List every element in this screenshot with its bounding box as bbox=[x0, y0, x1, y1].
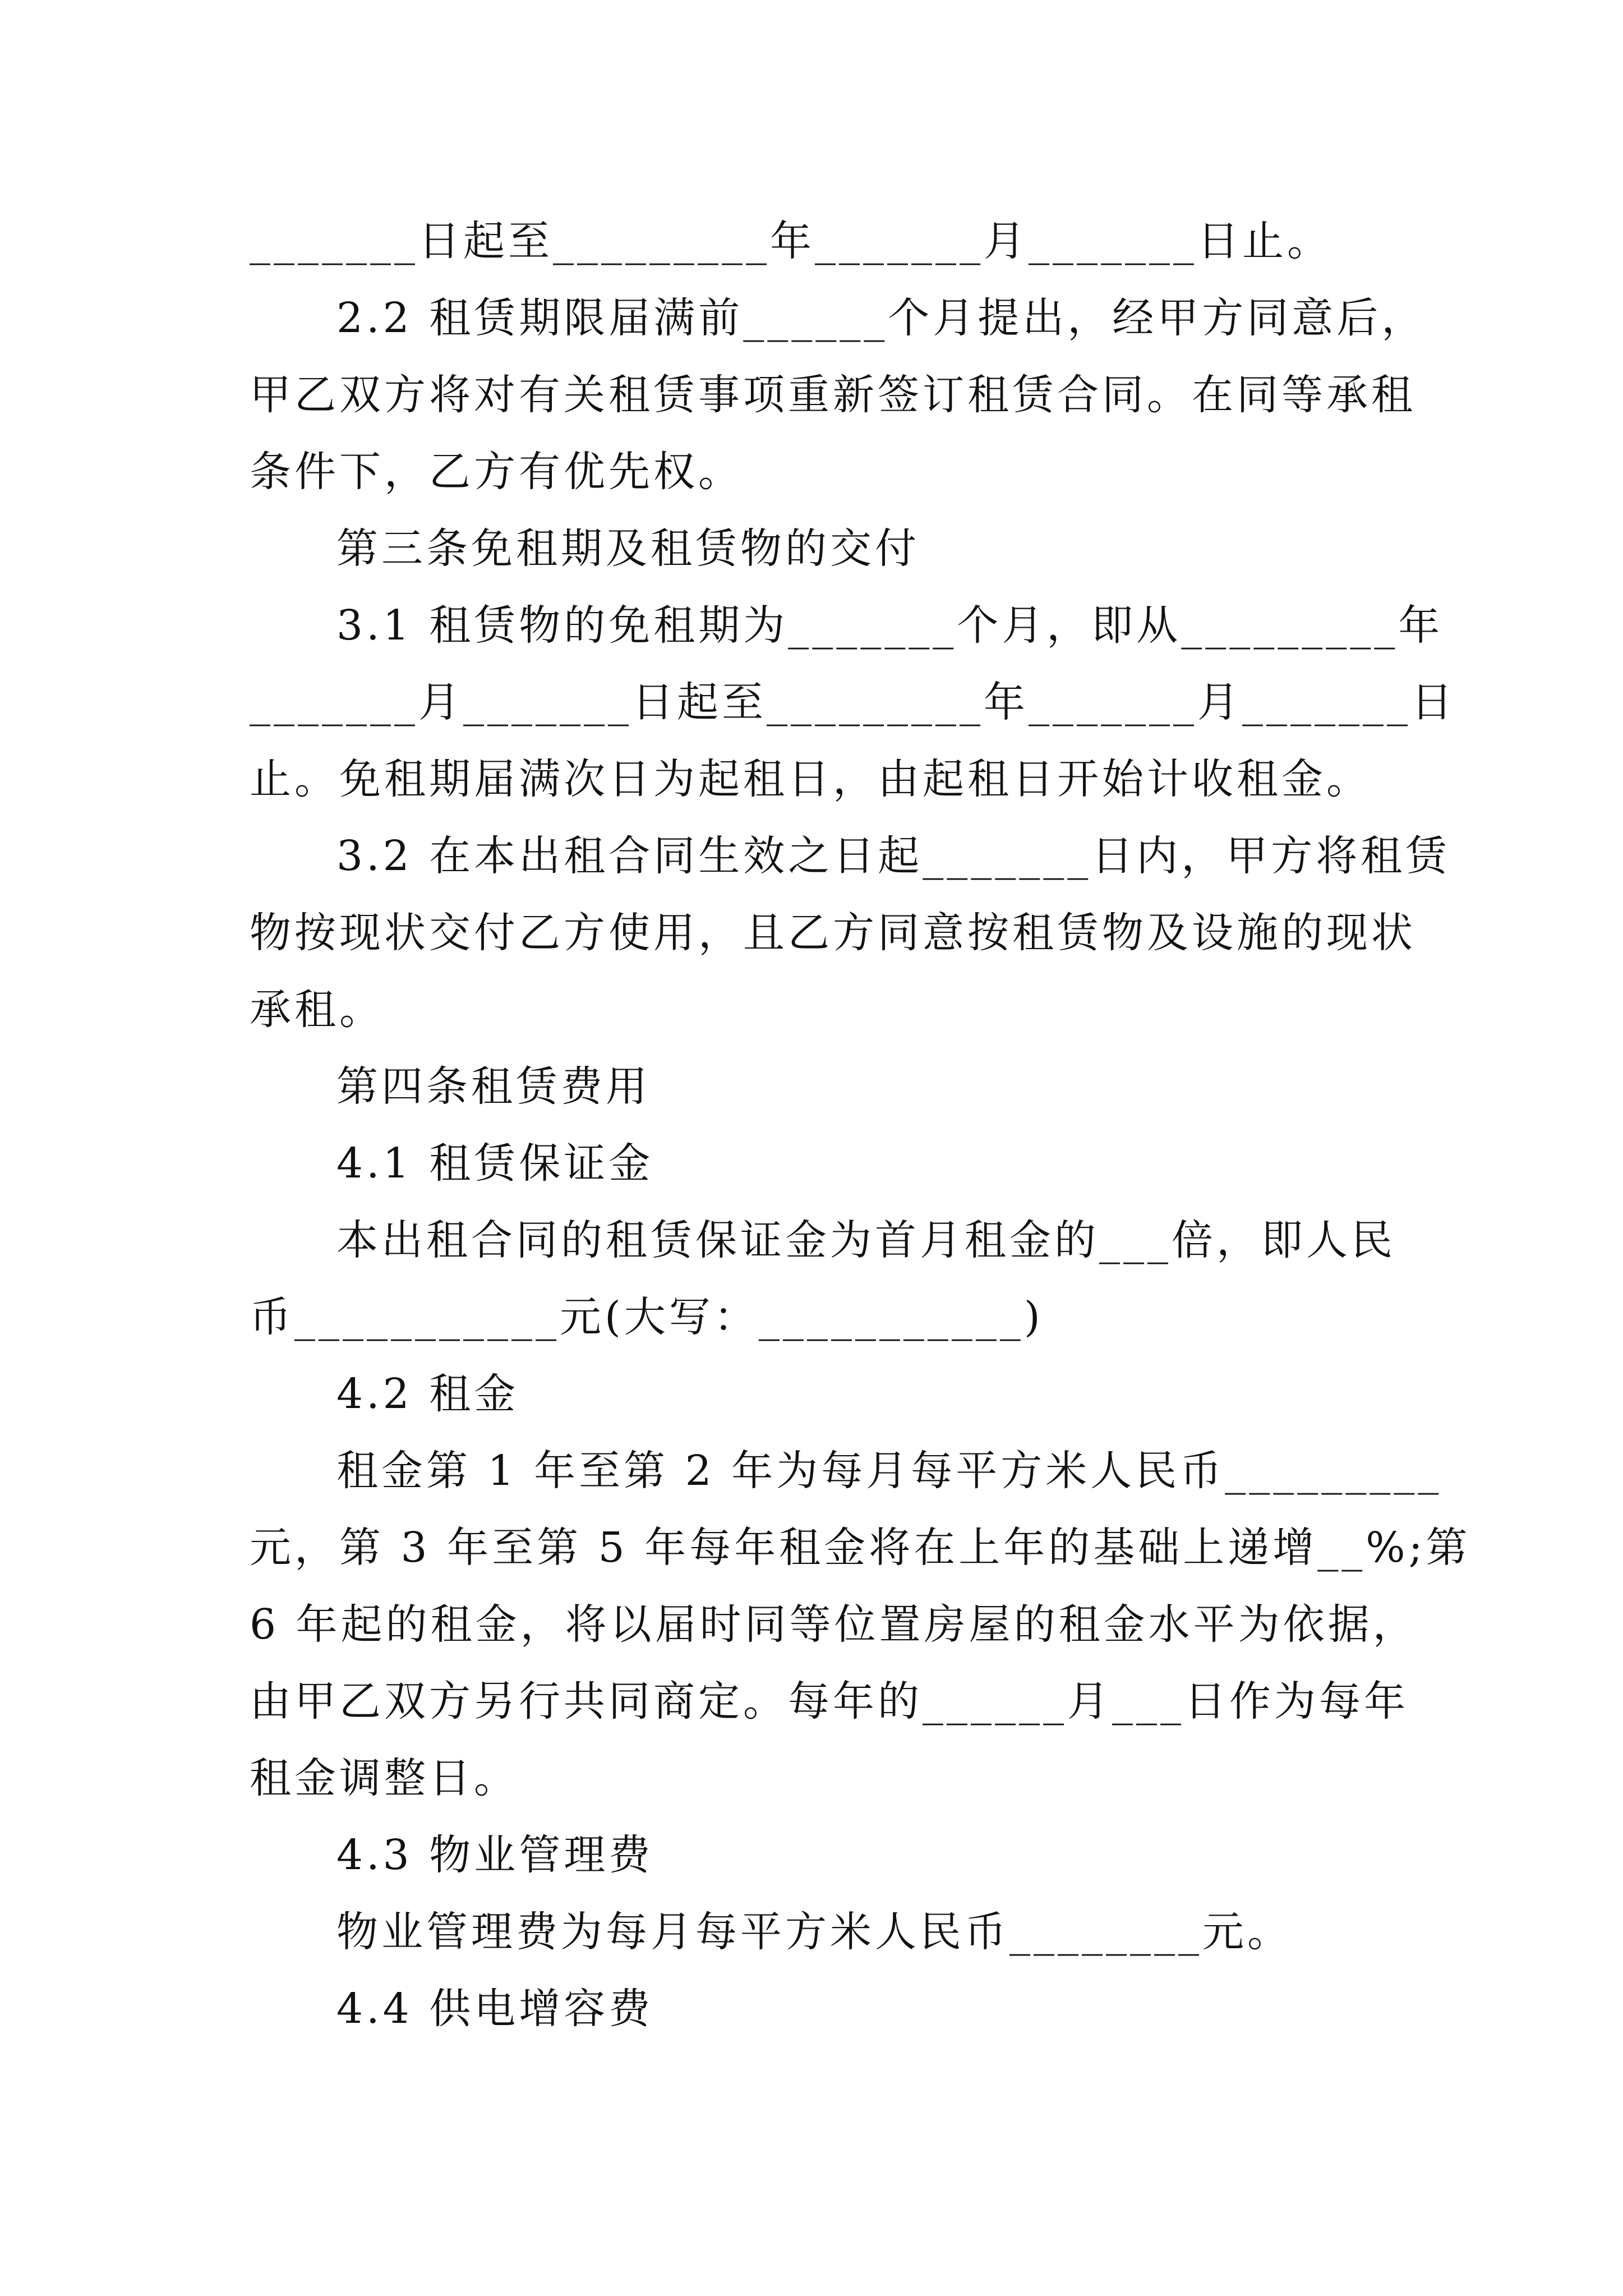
section-heading-4: 第四条租赁费用 bbox=[336, 1062, 651, 1111]
subsection-heading-4-4: 4.4 供电增容费 bbox=[336, 1985, 654, 2033]
text-line-21: 租金调整日。 bbox=[250, 1754, 519, 1802]
text-line-10: 物按现状交付乙方使用，且乙方同意按租赁物及设施的现状 bbox=[250, 909, 1416, 957]
text-line-3: 甲乙双方将对有关租赁事项重新签订租赁合同。在同等承租 bbox=[250, 371, 1416, 419]
section-heading-3: 第三条免租期及租赁物的交付 bbox=[336, 524, 920, 573]
text-line-19: 6 年起的租金，将以届时同等位置房屋的租金水平为依据， bbox=[250, 1600, 1418, 1649]
text-line-11: 承租。 bbox=[250, 986, 384, 1034]
text-line-1: _______日起至_________年_______月_______日止。 bbox=[250, 217, 1332, 265]
text-line-7: _______月_______日起至_________年_______月_______日 bbox=[250, 678, 1456, 726]
text-line-23: 物业管理费为每月每平方米人民币________元。 bbox=[336, 1908, 1292, 1956]
text-line-8: 止。免租期届满次日为起租日，由起租日开始计收租金。 bbox=[250, 755, 1371, 803]
text-line-2: 2.2 租赁期限届满前______个月提出，经甲方同意后， bbox=[336, 294, 1427, 342]
subsection-heading-4-1: 4.1 租赁保证金 bbox=[336, 1139, 654, 1188]
text-line-18: 元，第 3 年至第 5 年每年租金将在上年的基础上递增__%;第 bbox=[250, 1524, 1471, 1572]
text-line-20: 由甲乙双方另行共同商定。每年的______月___日作为每年 bbox=[250, 1677, 1409, 1726]
subsection-heading-4-2: 4.2 租金 bbox=[336, 1370, 519, 1418]
text-line-14: 本出租合同的租赁保证金为首月租金的___倍，即人民 bbox=[336, 1216, 1396, 1264]
subsection-heading-4-3: 4.3 物业管理费 bbox=[336, 1831, 654, 1879]
text-line-17: 租金第 1 年至第 2 年为每月每平方米人民币_________ bbox=[336, 1447, 1442, 1495]
text-line-4: 条件下，乙方有优先权。 bbox=[250, 448, 743, 496]
text-line-9: 3.2 在本出租合同生效之日起_______日内，甲方将租赁 bbox=[336, 832, 1451, 880]
text-line-6: 3.1 租赁物的免租期为_______个月，即从_________年 bbox=[336, 601, 1444, 650]
text-line-15: 币___________元(大写：___________) bbox=[250, 1293, 1044, 1341]
